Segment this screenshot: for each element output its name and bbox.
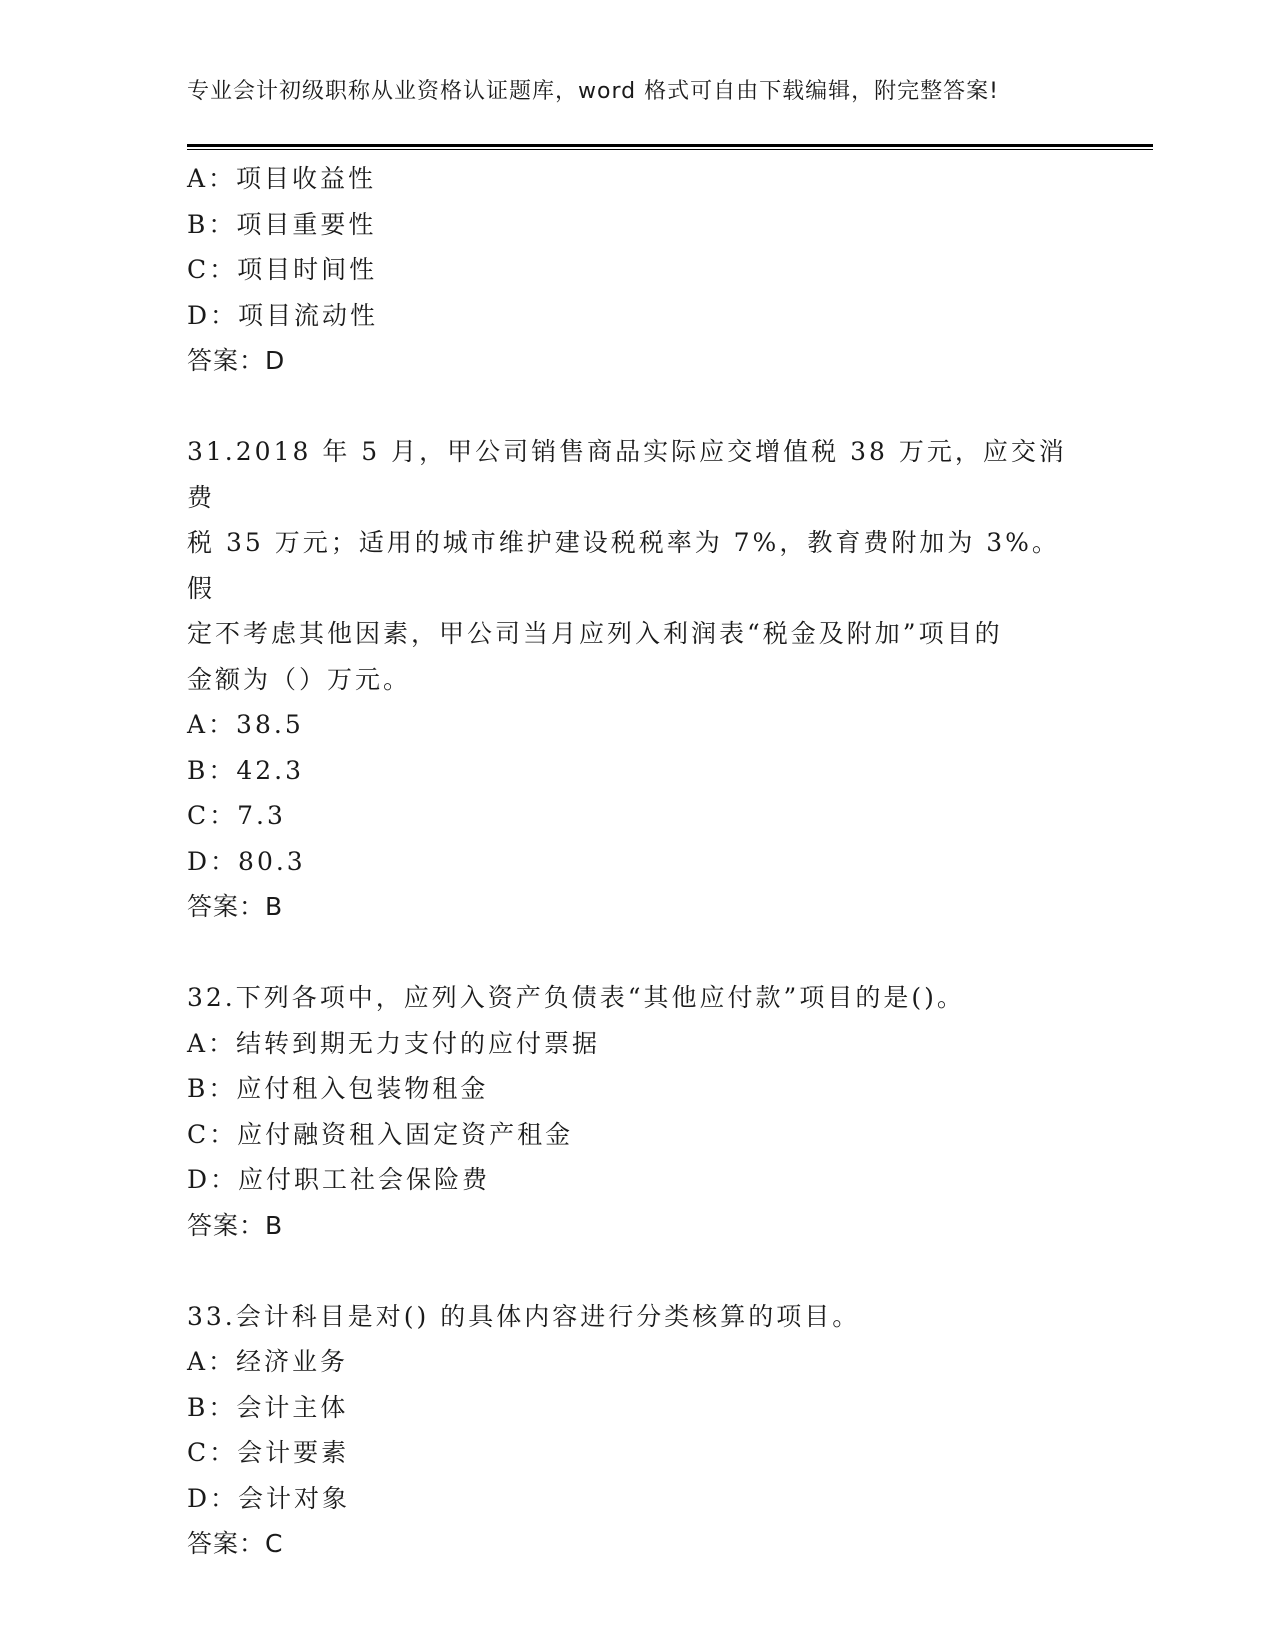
page-header: 专业会计初级职称从业资格认证题库，word 格式可自由下载编辑，附完整答案! (187, 79, 999, 104)
question-content (187, 156, 1067, 1567)
question-stem-line: 金额为（）万元。 (187, 664, 412, 694)
option-a: A：38.5 (187, 710, 304, 739)
answer: 答案：B (187, 892, 284, 921)
option-b: B：项目重要性 (187, 209, 377, 239)
option-b: B：42.3 (187, 755, 305, 785)
option-d: D：会计对象 (187, 1483, 351, 1513)
option-a: A：经济业务 (187, 1347, 349, 1376)
question-31 (187, 429, 1067, 930)
question-stem-line: 32.下列各项中，应列入资产负债表“其他应付款”项目的是()。 (187, 983, 965, 1012)
option-c: C：会计要素 (187, 1438, 350, 1467)
previous-question-options (187, 156, 1067, 384)
option-b: B：应付租入包装物租金 (187, 1074, 489, 1103)
option-d: D：应付职工社会保险费 (187, 1165, 491, 1194)
question-stem-line: 33.会计科目是对() 的具体内容进行分类核算的项目。 (187, 1301, 861, 1331)
option-a: A：结转到期无力支付的应付票据 (187, 1028, 601, 1058)
option-d: D：项目流动性 (187, 300, 379, 330)
question-stem-line: 31.2018 年 5 月，甲公司销售商品实际应交增值税 38 万元，应交消费 (187, 437, 1067, 512)
option-c: C：7.3 (187, 801, 286, 830)
answer: 答案：C (187, 1529, 284, 1558)
question-33 (187, 1294, 1067, 1567)
answer: 答案：B (187, 1210, 284, 1240)
question-stem-line: 税 35 万元；适用的城市维护建设税税率为 7%，教育费附加为 3%。假 (187, 528, 1060, 603)
option-b: B：会计主体 (187, 1392, 349, 1422)
option-c: C：应付融资租入固定资产租金 (187, 1119, 574, 1149)
option-d: D：80.3 (187, 846, 306, 876)
question-32 (187, 975, 1067, 1248)
header-divider (187, 144, 1153, 150)
option-a: A：项目收益性 (187, 164, 377, 193)
question-stem-line: 定不考虑其他因素，甲公司当月应列入利润表“税金及附加”项目的 (187, 619, 1003, 648)
option-c: C：项目时间性 (187, 255, 378, 284)
answer: 答案：D (187, 346, 286, 375)
